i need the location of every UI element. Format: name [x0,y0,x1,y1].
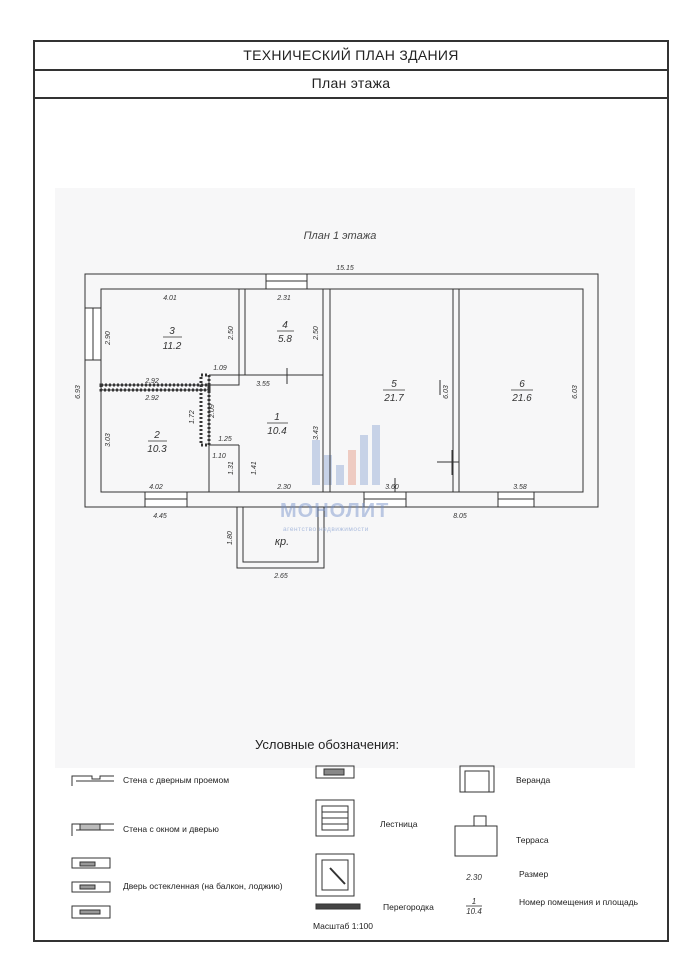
dim-r3-side: 2.90 [105,331,112,345]
dim-door-top: 1.09 [213,365,227,372]
dim-r6-bottom: 3.58 [513,484,527,491]
dim-left-bottom: 4.45 [153,513,167,520]
legend-stairs-label: Лестница [380,819,418,829]
dim-r2-inner-c: 1.10 [212,453,226,460]
dim-r4-top: 2.31 [277,295,291,302]
legend-size-label: Размер [519,869,549,879]
legend-terrace-icon [455,816,497,856]
dim-r3-bottom: 2.92 [145,378,159,385]
legend-room-example-area: 10.4 [466,907,482,916]
dim-r3-top: 4.01 [163,295,177,302]
dim-r2-inner-a: 1.72 [189,410,196,424]
legend-partition-icon [316,904,360,909]
legend-stairs-icon [316,766,354,896]
dim-r6-side: 6.03 [572,385,579,399]
scale-label: Масштаб 1:100 [313,921,373,931]
dim-r1-right: 3.43 [313,426,320,440]
legend-room-no-area-label: Номер помещения и площадь [519,897,639,907]
watermark-tagline: агентство недвижимости [283,526,369,533]
legend-title: Условные обозначения: [255,737,400,752]
legend-glazed-door-label: Дверь остекленная (на балкон, лоджию) [123,881,283,891]
dim-r2-right: 1.31 [228,461,235,475]
scan-background [55,188,635,768]
dim-total-width: 15.15 [336,265,354,272]
dim-right-bottom: 8.05 [453,513,467,520]
dim-r2-side: 3.03 [105,433,112,447]
dim-total-height: 6.93 [75,385,82,399]
dim-porch-depth: 1.80 [227,531,234,545]
sheet-title: ТЕХНИЧЕСКИЙ ПЛАН ЗДАНИЯ [35,42,667,71]
legend-veranda-label: Веранда [516,775,551,785]
room-4-number: 4 [282,320,288,331]
legend-size-example: 2.30 [466,873,482,882]
legend-terrace-label: Терраса [516,835,549,845]
sheet-subtitle: План этажа [35,70,667,99]
room-5-area: 21.7 [384,393,404,404]
plan-caption: План 1 этажа [303,230,377,242]
legend-veranda-icon [460,766,494,792]
legend-wall-door-icon [72,776,114,786]
room-2-area: 10.3 [147,444,167,455]
legend-room-example-no: 1 [471,897,477,906]
room-6-number: 6 [519,379,525,390]
dim-r2-bottom: 4.02 [149,484,163,491]
legend-partition-label: Перегородка [383,902,434,912]
legend-wall-window-door-icon [72,824,114,836]
legend-glazed-door-icon [72,858,110,918]
dim-r1-width: 3.55 [256,381,270,388]
room-1-number: 1 [274,412,280,423]
legend-symbols [72,766,497,918]
room-6-area: 21.6 [512,393,532,404]
room-3-number: 3 [169,326,175,337]
dim-r2-inner-b: 1.25 [218,436,232,443]
porch-label: кр. [274,536,290,548]
dim-porch-width: 2.65 [274,573,288,580]
dim-r4-right: 2.50 [313,326,320,340]
dim-r2-top: 2.92 [145,395,159,402]
room-2-number: 2 [154,430,160,441]
legend-wall-window-door-label: Стена с окном и дверью [123,824,219,834]
room-3-area: 11.2 [162,341,182,352]
room-1-area: 10.4 [267,426,287,437]
room-5-number: 5 [391,379,397,390]
dim-r1-side-b: 1.41 [251,461,258,475]
dim-r5-side: 6.03 [443,385,450,399]
dim-r3-right: 2.50 [228,326,235,340]
dim-r1-bottom: 2.30 [277,484,291,491]
dim-r1-side-a: 2.09 [209,404,216,418]
dim-r5-bottom: 3.60 [385,484,399,491]
room-4-area: 5.8 [278,334,292,345]
watermark-brand: МОНОЛИТ [280,500,390,522]
legend-wall-door-label: Стена с дверным проемом [123,775,230,785]
